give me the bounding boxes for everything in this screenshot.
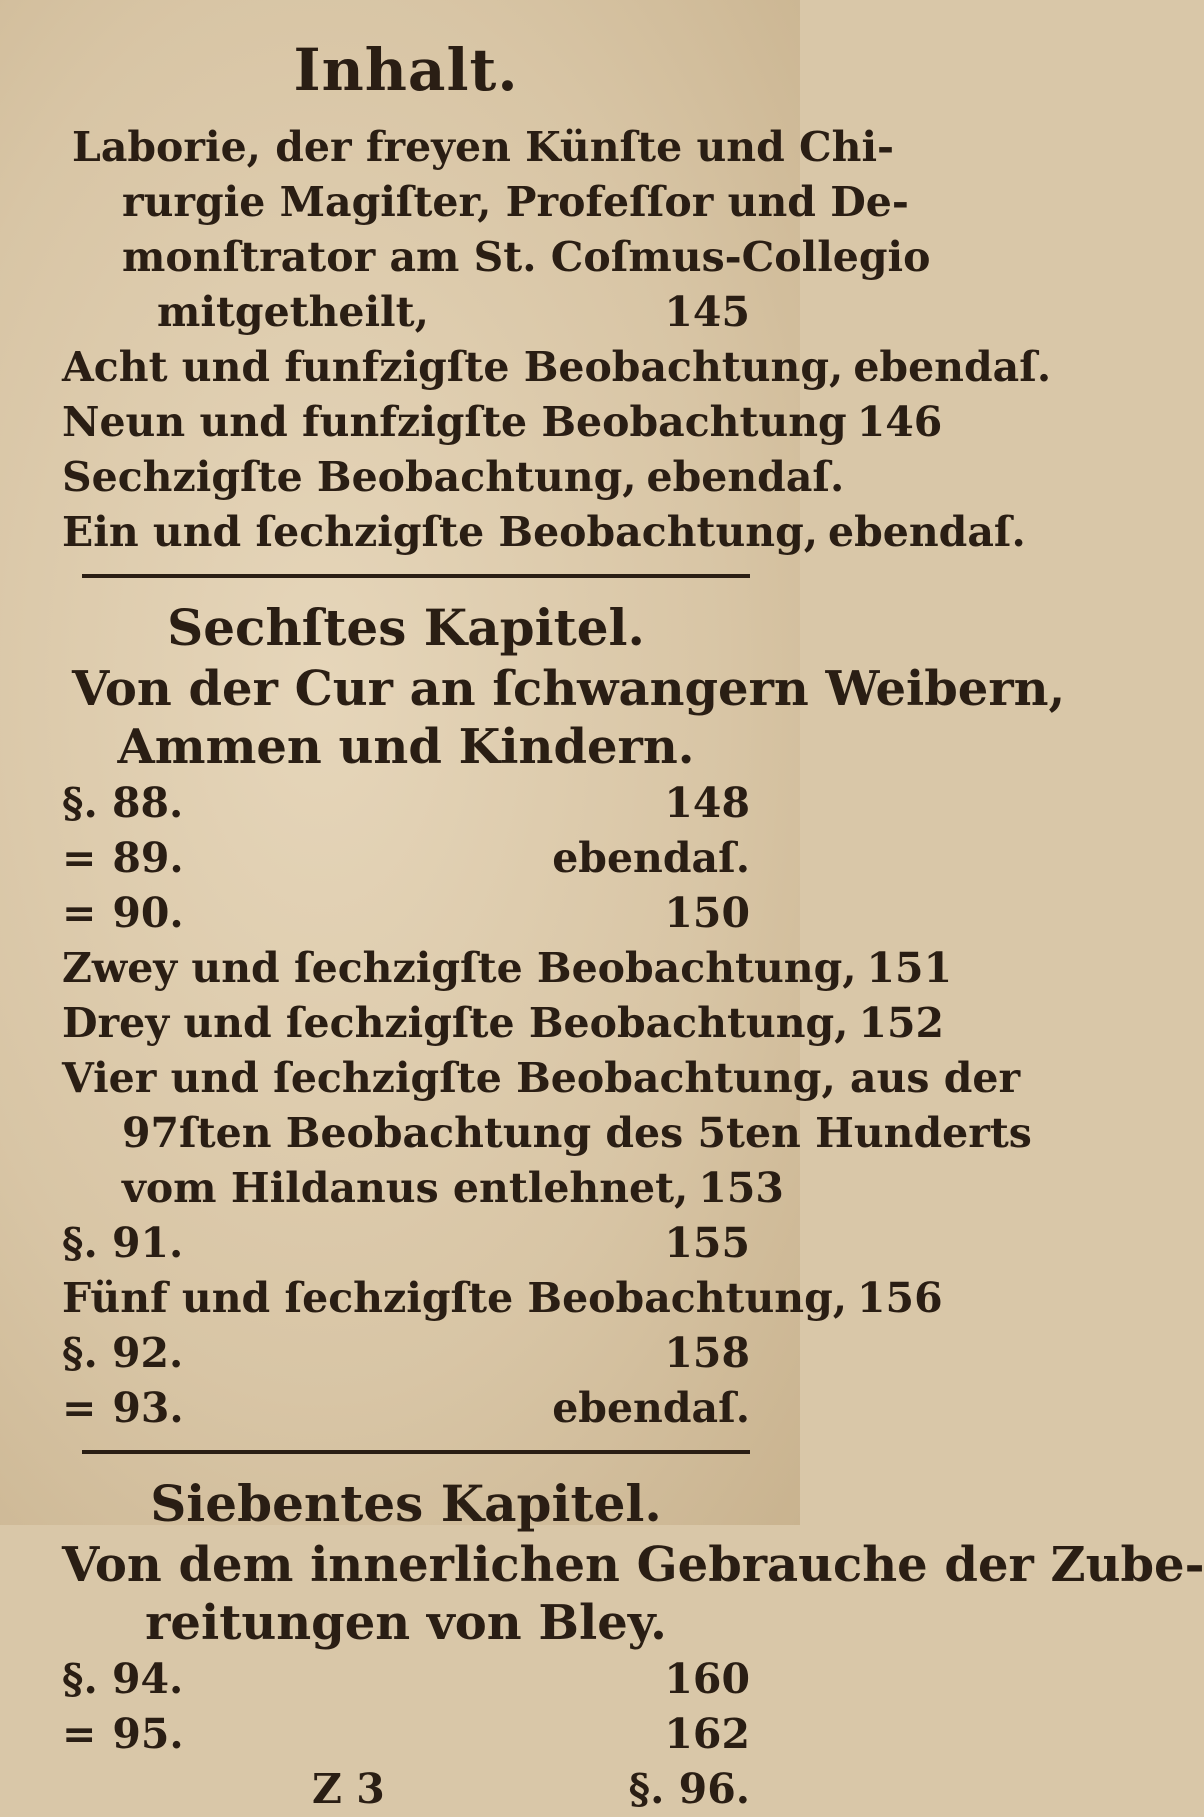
vier-line-2: 97ſten Beobachtung des 5ten Hunderts <box>122 1109 1032 1157</box>
toc-entry-label-text: 89. <box>112 834 184 882</box>
chapter-7-heading: Siebentes Kapitel. <box>150 1474 662 1533</box>
toc-entry-page: 152 <box>858 999 945 1047</box>
toc-entry-page: ebendaſ. <box>828 508 1026 556</box>
toc-entry <box>62 1707 750 1762</box>
toc-entry-label <box>62 1381 184 1436</box>
signature-mark: Z 3 <box>312 1765 385 1813</box>
toc-entry-label <box>62 831 184 886</box>
chapter-6-heading: Sechſtes Kapitel. <box>167 598 645 657</box>
vier-page-number: 153 <box>698 1164 784 1212</box>
intro-page-number: 145 <box>664 288 750 336</box>
section-divider <box>82 574 750 578</box>
chapter-7-title-line-2: reitungen von Bley. <box>145 1595 667 1651</box>
toc-entry <box>62 505 1026 560</box>
toc-entry <box>62 1216 750 1271</box>
entries-d <box>62 1652 750 1762</box>
chapter-7-title-line-1: Von dem innerlichen Gebrauche der Zube- <box>62 1537 1204 1593</box>
toc-entry-label: Drey und ſechzigſte Beobachtung, <box>62 999 849 1047</box>
toc-entry <box>62 1381 750 1436</box>
toc-entry-page: 146 <box>856 398 943 446</box>
toc-entry <box>62 1271 943 1326</box>
toc-entry-label-text: 95. <box>112 1710 184 1758</box>
entries-b <box>62 776 953 1051</box>
toc-entry-label-text: 90. <box>112 889 184 937</box>
toc-entry-label: Fünf und ſechzigſte Beobachtung, <box>62 1274 848 1322</box>
toc-entry <box>62 776 750 831</box>
toc-entry <box>62 1652 750 1707</box>
toc-entry <box>62 450 845 505</box>
intro-last-line: mitgetheilt, <box>157 288 429 336</box>
intro-line-4 <box>62 285 750 340</box>
toc-entry-page: 148 <box>664 779 750 827</box>
toc-entry-label: §. 88. <box>62 779 184 827</box>
toc-entry-label: §. 92. <box>62 1329 184 1377</box>
toc-entry-page: 162 <box>664 1710 750 1758</box>
toc-entry-label <box>62 1707 184 1762</box>
toc-entry-label: §. 94. <box>62 1655 184 1703</box>
toc-entry-label: Sechzigſte Beobachtung, <box>62 453 637 501</box>
toc-entry <box>62 1326 750 1381</box>
intro-line-3: monſtrator am St. Coſmus-Collegio <box>122 233 931 281</box>
ditto-mark: = <box>62 1384 97 1432</box>
chapter-7 <box>62 1472 1204 1652</box>
page-title: Inhalt. <box>293 36 519 104</box>
vier-line-1: Vier und ſechzigſte Beobachtung, aus der <box>62 1054 1021 1102</box>
ditto-mark: = <box>62 1710 97 1758</box>
toc-entry-label: Zwey und ſechzigſte Beobachtung, <box>62 944 857 992</box>
toc-entry <box>62 941 953 996</box>
toc-entry <box>62 395 943 450</box>
vier-block <box>62 1051 1032 1216</box>
chapter-6-title-line-1: Von der Cur an ſchwangern Weibern, <box>72 661 1066 717</box>
toc-entry <box>62 831 750 886</box>
toc-entry-page: 160 <box>664 1655 750 1703</box>
toc-entry-label: Neun und funfzigſte Beobachtung <box>62 398 847 446</box>
intro-line-1: Laborie, der freyen Künſte und Chi- <box>72 123 895 171</box>
toc-entry-page: ebendaſ. <box>552 1384 750 1432</box>
vier-line-3 <box>62 1161 784 1216</box>
toc-entry-page: ebendaſ. <box>552 834 750 882</box>
intro-block <box>62 120 931 340</box>
chapter-6-title-line-2: Ammen und Kindern. <box>117 719 695 775</box>
page-footer <box>62 1762 750 1817</box>
toc-entry-label-text: 93. <box>112 1384 184 1432</box>
toc-entry <box>62 996 945 1051</box>
toc-entry-page: 155 <box>664 1219 750 1267</box>
toc-entry-label: Ein und ſechzigſte Beobachtung, <box>62 508 819 556</box>
entries-a <box>62 340 1052 560</box>
section-divider <box>82 1450 750 1454</box>
vier-last-line: vom Hildanus entlehnet, <box>122 1164 689 1212</box>
ditto-mark: = <box>62 889 97 937</box>
entries-c <box>62 1216 943 1436</box>
toc-entry-page: 151 <box>866 944 953 992</box>
toc-entry-label <box>62 886 184 941</box>
toc-entry-page: ebendaſ. <box>853 343 1052 391</box>
chapter-6 <box>62 596 1066 776</box>
toc-entry-label: Acht und funfzigſte Beobachtung, <box>62 343 844 391</box>
toc-entry-page: 156 <box>857 1274 943 1322</box>
toc-entry-label: §. 91. <box>62 1219 184 1267</box>
catchword: §. 96. <box>628 1765 750 1813</box>
toc-entry-page: ebendaſ. <box>646 453 845 501</box>
toc-entry <box>62 340 1052 395</box>
ditto-mark: = <box>62 834 97 882</box>
toc-entry <box>62 886 750 941</box>
toc-entry-page: 158 <box>664 1329 750 1377</box>
toc-entry-page: 150 <box>664 889 750 937</box>
intro-line-2: rurgie Magiſter, Profeſſor und De- <box>122 178 909 226</box>
